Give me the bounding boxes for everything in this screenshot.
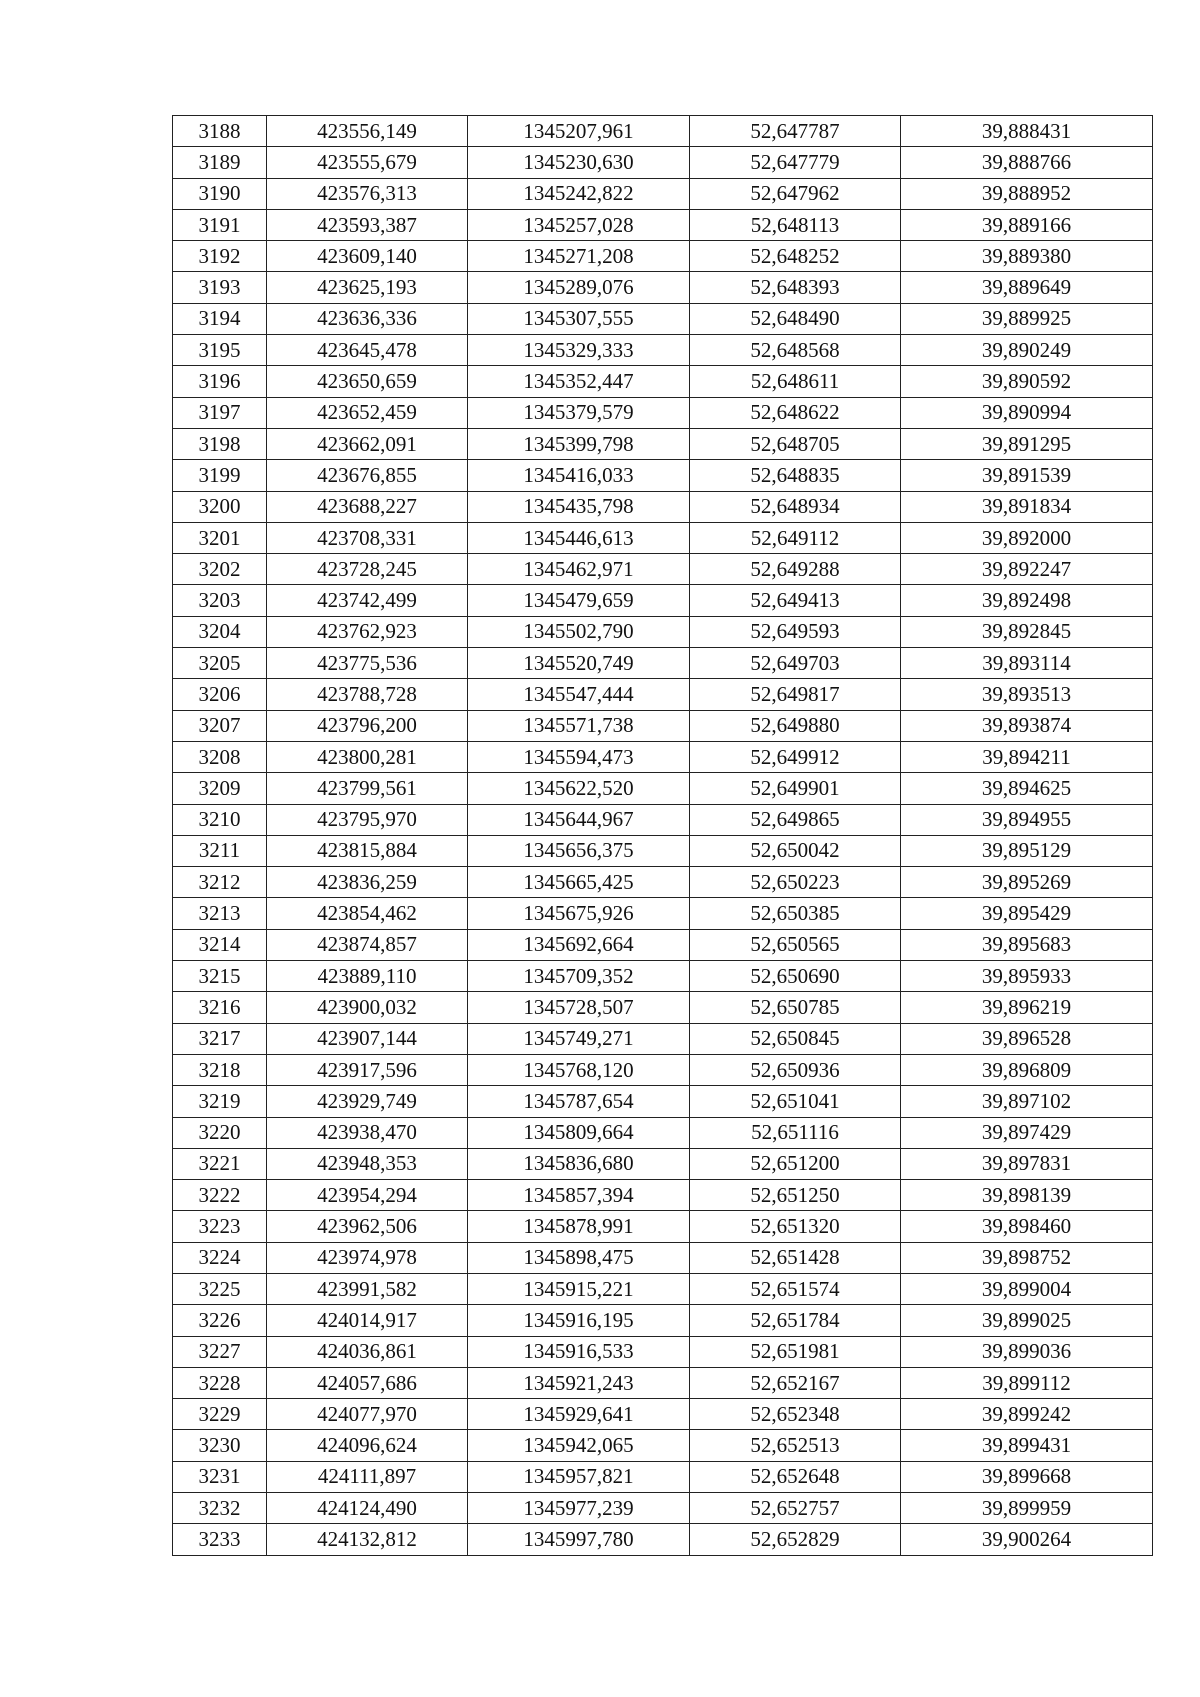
longitude-cell: 39,888431 (901, 116, 1153, 147)
latitude-cell: 52,652648 (690, 1461, 901, 1492)
latitude-cell: 52,649865 (690, 804, 901, 835)
y-coordinate-cell: 1345709,352 (468, 961, 690, 992)
point-number-cell: 3204 (173, 616, 267, 647)
y-coordinate-cell: 1345379,579 (468, 397, 690, 428)
x-coordinate-cell: 423788,728 (267, 679, 468, 710)
x-coordinate-cell: 424014,917 (267, 1305, 468, 1336)
table-row (173, 428, 1153, 459)
longitude-cell: 39,891834 (901, 491, 1153, 522)
y-coordinate-cell: 1345416,033 (468, 460, 690, 491)
y-coordinate-cell: 1345329,333 (468, 335, 690, 366)
x-coordinate-cell: 423708,331 (267, 522, 468, 553)
latitude-cell: 52,651250 (690, 1180, 901, 1211)
longitude-cell: 39,892000 (901, 522, 1153, 553)
x-coordinate-cell: 423556,149 (267, 116, 468, 147)
table-row (173, 491, 1153, 522)
longitude-cell: 39,889649 (901, 272, 1153, 303)
longitude-cell: 39,889925 (901, 303, 1153, 334)
table-row (173, 1273, 1153, 1304)
point-number-cell: 3197 (173, 397, 267, 428)
latitude-cell: 52,652829 (690, 1524, 901, 1555)
longitude-cell: 39,899959 (901, 1493, 1153, 1524)
x-coordinate-cell: 423762,923 (267, 616, 468, 647)
y-coordinate-cell: 1345547,444 (468, 679, 690, 710)
x-coordinate-cell: 423742,499 (267, 585, 468, 616)
latitude-cell: 52,647787 (690, 116, 901, 147)
point-number-cell: 3212 (173, 867, 267, 898)
table-row (173, 147, 1153, 178)
table-row (173, 1493, 1153, 1524)
longitude-cell: 39,900264 (901, 1524, 1153, 1555)
y-coordinate-cell: 1345446,613 (468, 522, 690, 553)
x-coordinate-cell: 423688,227 (267, 491, 468, 522)
longitude-cell: 39,899668 (901, 1461, 1153, 1492)
table-row (173, 1461, 1153, 1492)
table-row (173, 178, 1153, 209)
table-row (173, 1086, 1153, 1117)
longitude-cell: 39,896809 (901, 1054, 1153, 1085)
point-number-cell: 3194 (173, 303, 267, 334)
latitude-cell: 52,651320 (690, 1211, 901, 1242)
y-coordinate-cell: 1345352,447 (468, 366, 690, 397)
x-coordinate-cell: 423800,281 (267, 741, 468, 772)
table-row (173, 272, 1153, 303)
x-coordinate-cell: 423962,506 (267, 1211, 468, 1242)
x-coordinate-cell: 423948,353 (267, 1148, 468, 1179)
y-coordinate-cell: 1345665,425 (468, 867, 690, 898)
point-number-cell: 3219 (173, 1086, 267, 1117)
y-coordinate-cell: 1345571,738 (468, 710, 690, 741)
x-coordinate-cell: 423636,336 (267, 303, 468, 334)
longitude-cell: 39,895683 (901, 929, 1153, 960)
point-number-cell: 3217 (173, 1023, 267, 1054)
point-number-cell: 3213 (173, 898, 267, 929)
latitude-cell: 52,649703 (690, 648, 901, 679)
y-coordinate-cell: 1345271,208 (468, 241, 690, 272)
point-number-cell: 3206 (173, 679, 267, 710)
point-number-cell: 3229 (173, 1399, 267, 1430)
table-row (173, 1430, 1153, 1461)
table-row (173, 961, 1153, 992)
x-coordinate-cell: 423900,032 (267, 992, 468, 1023)
table-row (173, 585, 1153, 616)
longitude-cell: 39,889380 (901, 241, 1153, 272)
latitude-cell: 52,650042 (690, 835, 901, 866)
longitude-cell: 39,890994 (901, 397, 1153, 428)
y-coordinate-cell: 1345898,475 (468, 1242, 690, 1273)
longitude-cell: 39,899242 (901, 1399, 1153, 1430)
latitude-cell: 52,650223 (690, 867, 901, 898)
table-row (173, 710, 1153, 741)
point-number-cell: 3207 (173, 710, 267, 741)
point-number-cell: 3222 (173, 1180, 267, 1211)
x-coordinate-cell: 423652,459 (267, 397, 468, 428)
point-number-cell: 3193 (173, 272, 267, 303)
y-coordinate-cell: 1345479,659 (468, 585, 690, 616)
y-coordinate-cell: 1345728,507 (468, 992, 690, 1023)
latitude-cell: 52,648934 (690, 491, 901, 522)
longitude-cell: 39,894955 (901, 804, 1153, 835)
table-row (173, 741, 1153, 772)
longitude-cell: 39,895933 (901, 961, 1153, 992)
latitude-cell: 52,651574 (690, 1273, 901, 1304)
point-number-cell: 3205 (173, 648, 267, 679)
table-row (173, 1211, 1153, 1242)
table-row (173, 648, 1153, 679)
point-number-cell: 3191 (173, 209, 267, 240)
latitude-cell: 52,648113 (690, 209, 901, 240)
latitude-cell: 52,650565 (690, 929, 901, 960)
x-coordinate-cell: 423728,245 (267, 554, 468, 585)
latitude-cell: 52,650690 (690, 961, 901, 992)
table-row (173, 241, 1153, 272)
x-coordinate-cell: 423938,470 (267, 1117, 468, 1148)
x-coordinate-cell: 424124,490 (267, 1493, 468, 1524)
y-coordinate-cell: 1345435,798 (468, 491, 690, 522)
table-row (173, 1148, 1153, 1179)
point-number-cell: 3189 (173, 147, 267, 178)
longitude-cell: 39,894625 (901, 773, 1153, 804)
y-coordinate-cell: 1345520,749 (468, 648, 690, 679)
longitude-cell: 39,899112 (901, 1367, 1153, 1398)
latitude-cell: 52,652757 (690, 1493, 901, 1524)
longitude-cell: 39,895129 (901, 835, 1153, 866)
y-coordinate-cell: 1345977,239 (468, 1493, 690, 1524)
point-number-cell: 3232 (173, 1493, 267, 1524)
point-number-cell: 3211 (173, 835, 267, 866)
y-coordinate-cell: 1345692,664 (468, 929, 690, 960)
longitude-cell: 39,899036 (901, 1336, 1153, 1367)
table-row (173, 460, 1153, 491)
x-coordinate-cell: 424132,812 (267, 1524, 468, 1555)
x-coordinate-cell: 423650,659 (267, 366, 468, 397)
latitude-cell: 52,649912 (690, 741, 901, 772)
point-number-cell: 3209 (173, 773, 267, 804)
x-coordinate-cell: 423917,596 (267, 1054, 468, 1085)
longitude-cell: 39,898139 (901, 1180, 1153, 1211)
table-row (173, 1524, 1153, 1555)
y-coordinate-cell: 1345878,991 (468, 1211, 690, 1242)
point-number-cell: 3210 (173, 804, 267, 835)
longitude-cell: 39,898752 (901, 1242, 1153, 1273)
x-coordinate-cell: 424077,970 (267, 1399, 468, 1430)
longitude-cell: 39,893513 (901, 679, 1153, 710)
point-number-cell: 3220 (173, 1117, 267, 1148)
x-coordinate-cell: 424111,897 (267, 1461, 468, 1492)
latitude-cell: 52,650936 (690, 1054, 901, 1085)
x-coordinate-cell: 423795,970 (267, 804, 468, 835)
latitude-cell: 52,649112 (690, 522, 901, 553)
table-row (173, 303, 1153, 334)
y-coordinate-cell: 1345957,821 (468, 1461, 690, 1492)
latitude-cell: 52,652167 (690, 1367, 901, 1398)
x-coordinate-cell: 423796,200 (267, 710, 468, 741)
latitude-cell: 52,648393 (690, 272, 901, 303)
table-row (173, 1367, 1153, 1398)
point-number-cell: 3192 (173, 241, 267, 272)
point-number-cell: 3223 (173, 1211, 267, 1242)
table-row (173, 397, 1153, 428)
y-coordinate-cell: 1345230,630 (468, 147, 690, 178)
y-coordinate-cell: 1345675,926 (468, 898, 690, 929)
y-coordinate-cell: 1345257,028 (468, 209, 690, 240)
longitude-cell: 39,892498 (901, 585, 1153, 616)
longitude-cell: 39,890592 (901, 366, 1153, 397)
x-coordinate-cell: 423836,259 (267, 867, 468, 898)
y-coordinate-cell: 1345749,271 (468, 1023, 690, 1054)
y-coordinate-cell: 1345916,195 (468, 1305, 690, 1336)
latitude-cell: 52,651981 (690, 1336, 901, 1367)
latitude-cell: 52,649880 (690, 710, 901, 741)
point-number-cell: 3231 (173, 1461, 267, 1492)
latitude-cell: 52,652513 (690, 1430, 901, 1461)
table-row (173, 773, 1153, 804)
x-coordinate-cell: 423775,536 (267, 648, 468, 679)
longitude-cell: 39,899004 (901, 1273, 1153, 1304)
table-row (173, 616, 1153, 647)
x-coordinate-cell: 424096,624 (267, 1430, 468, 1461)
y-coordinate-cell: 1345915,221 (468, 1273, 690, 1304)
latitude-cell: 52,649593 (690, 616, 901, 647)
longitude-cell: 39,892247 (901, 554, 1153, 585)
y-coordinate-cell: 1345622,520 (468, 773, 690, 804)
longitude-cell: 39,896528 (901, 1023, 1153, 1054)
x-coordinate-cell: 423676,855 (267, 460, 468, 491)
y-coordinate-cell: 1345462,971 (468, 554, 690, 585)
point-number-cell: 3202 (173, 554, 267, 585)
latitude-cell: 52,652348 (690, 1399, 901, 1430)
point-number-cell: 3228 (173, 1367, 267, 1398)
table-row (173, 679, 1153, 710)
latitude-cell: 52,651428 (690, 1242, 901, 1273)
table-row (173, 1399, 1153, 1430)
x-coordinate-cell: 423625,193 (267, 272, 468, 303)
table-row (173, 804, 1153, 835)
point-number-cell: 3225 (173, 1273, 267, 1304)
table-row (173, 335, 1153, 366)
table-row (173, 898, 1153, 929)
table-row (173, 1054, 1153, 1085)
y-coordinate-cell: 1345656,375 (468, 835, 690, 866)
y-coordinate-cell: 1345929,641 (468, 1399, 690, 1430)
table-row (173, 116, 1153, 147)
point-number-cell: 3214 (173, 929, 267, 960)
latitude-cell: 52,648611 (690, 366, 901, 397)
y-coordinate-cell: 1345644,967 (468, 804, 690, 835)
latitude-cell: 52,650845 (690, 1023, 901, 1054)
y-coordinate-cell: 1345399,798 (468, 428, 690, 459)
coordinates-table (172, 115, 1153, 1556)
longitude-cell: 39,898460 (901, 1211, 1153, 1242)
latitude-cell: 52,647962 (690, 178, 901, 209)
table-row (173, 835, 1153, 866)
y-coordinate-cell: 1345916,533 (468, 1336, 690, 1367)
latitude-cell: 52,649817 (690, 679, 901, 710)
longitude-cell: 39,895429 (901, 898, 1153, 929)
latitude-cell: 52,650785 (690, 992, 901, 1023)
point-number-cell: 3201 (173, 522, 267, 553)
point-number-cell: 3218 (173, 1054, 267, 1085)
x-coordinate-cell: 423593,387 (267, 209, 468, 240)
latitude-cell: 52,648705 (690, 428, 901, 459)
latitude-cell: 52,649901 (690, 773, 901, 804)
table-row (173, 1180, 1153, 1211)
table-row (173, 1242, 1153, 1273)
table-row (173, 867, 1153, 898)
table-row (173, 1023, 1153, 1054)
point-number-cell: 3208 (173, 741, 267, 772)
table-row (173, 929, 1153, 960)
point-number-cell: 3226 (173, 1305, 267, 1336)
longitude-cell: 39,888766 (901, 147, 1153, 178)
latitude-cell: 52,649288 (690, 554, 901, 585)
x-coordinate-cell: 424036,861 (267, 1336, 468, 1367)
latitude-cell: 52,651784 (690, 1305, 901, 1336)
x-coordinate-cell: 423974,978 (267, 1242, 468, 1273)
y-coordinate-cell: 1345594,473 (468, 741, 690, 772)
latitude-cell: 52,648622 (690, 397, 901, 428)
longitude-cell: 39,896219 (901, 992, 1153, 1023)
y-coordinate-cell: 1345768,120 (468, 1054, 690, 1085)
table-row (173, 366, 1153, 397)
longitude-cell: 39,888952 (901, 178, 1153, 209)
point-number-cell: 3227 (173, 1336, 267, 1367)
x-coordinate-cell: 423645,478 (267, 335, 468, 366)
point-number-cell: 3188 (173, 116, 267, 147)
latitude-cell: 52,648252 (690, 241, 901, 272)
y-coordinate-cell: 1345942,065 (468, 1430, 690, 1461)
point-number-cell: 3200 (173, 491, 267, 522)
x-coordinate-cell: 423815,884 (267, 835, 468, 866)
point-number-cell: 3216 (173, 992, 267, 1023)
y-coordinate-cell: 1345307,555 (468, 303, 690, 334)
longitude-cell: 39,895269 (901, 867, 1153, 898)
table-row (173, 992, 1153, 1023)
longitude-cell: 39,897831 (901, 1148, 1153, 1179)
y-coordinate-cell: 1345502,790 (468, 616, 690, 647)
longitude-cell: 39,897429 (901, 1117, 1153, 1148)
longitude-cell: 39,891539 (901, 460, 1153, 491)
x-coordinate-cell: 423576,313 (267, 178, 468, 209)
longitude-cell: 39,893114 (901, 648, 1153, 679)
point-number-cell: 3199 (173, 460, 267, 491)
x-coordinate-cell: 423907,144 (267, 1023, 468, 1054)
x-coordinate-cell: 423889,110 (267, 961, 468, 992)
point-number-cell: 3198 (173, 428, 267, 459)
table-row (173, 1336, 1153, 1367)
x-coordinate-cell: 423991,582 (267, 1273, 468, 1304)
point-number-cell: 3203 (173, 585, 267, 616)
longitude-cell: 39,894211 (901, 741, 1153, 772)
x-coordinate-cell: 423854,462 (267, 898, 468, 929)
y-coordinate-cell: 1345289,076 (468, 272, 690, 303)
y-coordinate-cell: 1345809,664 (468, 1117, 690, 1148)
y-coordinate-cell: 1345857,394 (468, 1180, 690, 1211)
y-coordinate-cell: 1345836,680 (468, 1148, 690, 1179)
point-number-cell: 3221 (173, 1148, 267, 1179)
latitude-cell: 52,649413 (690, 585, 901, 616)
latitude-cell: 52,651116 (690, 1117, 901, 1148)
longitude-cell: 39,897102 (901, 1086, 1153, 1117)
table-row (173, 554, 1153, 585)
longitude-cell: 39,891295 (901, 428, 1153, 459)
longitude-cell: 39,899025 (901, 1305, 1153, 1336)
coordinates-table-body (173, 116, 1153, 1556)
latitude-cell: 52,650385 (690, 898, 901, 929)
longitude-cell: 39,890249 (901, 335, 1153, 366)
latitude-cell: 52,647779 (690, 147, 901, 178)
table-row (173, 1305, 1153, 1336)
point-number-cell: 3196 (173, 366, 267, 397)
x-coordinate-cell: 423662,091 (267, 428, 468, 459)
y-coordinate-cell: 1345207,961 (468, 116, 690, 147)
x-coordinate-cell: 424057,686 (267, 1367, 468, 1398)
longitude-cell: 39,892845 (901, 616, 1153, 647)
latitude-cell: 52,651200 (690, 1148, 901, 1179)
latitude-cell: 52,648835 (690, 460, 901, 491)
y-coordinate-cell: 1345997,780 (468, 1524, 690, 1555)
latitude-cell: 52,651041 (690, 1086, 901, 1117)
latitude-cell: 52,648490 (690, 303, 901, 334)
point-number-cell: 3224 (173, 1242, 267, 1273)
point-number-cell: 3233 (173, 1524, 267, 1555)
longitude-cell: 39,899431 (901, 1430, 1153, 1461)
point-number-cell: 3190 (173, 178, 267, 209)
table-row (173, 522, 1153, 553)
y-coordinate-cell: 1345242,822 (468, 178, 690, 209)
x-coordinate-cell: 423555,679 (267, 147, 468, 178)
point-number-cell: 3230 (173, 1430, 267, 1461)
point-number-cell: 3195 (173, 335, 267, 366)
table-row (173, 209, 1153, 240)
y-coordinate-cell: 1345921,243 (468, 1367, 690, 1398)
x-coordinate-cell: 423609,140 (267, 241, 468, 272)
longitude-cell: 39,889166 (901, 209, 1153, 240)
longitude-cell: 39,893874 (901, 710, 1153, 741)
x-coordinate-cell: 423954,294 (267, 1180, 468, 1211)
point-number-cell: 3215 (173, 961, 267, 992)
x-coordinate-cell: 423929,749 (267, 1086, 468, 1117)
x-coordinate-cell: 423874,857 (267, 929, 468, 960)
table-row (173, 1117, 1153, 1148)
y-coordinate-cell: 1345787,654 (468, 1086, 690, 1117)
latitude-cell: 52,648568 (690, 335, 901, 366)
x-coordinate-cell: 423799,561 (267, 773, 468, 804)
